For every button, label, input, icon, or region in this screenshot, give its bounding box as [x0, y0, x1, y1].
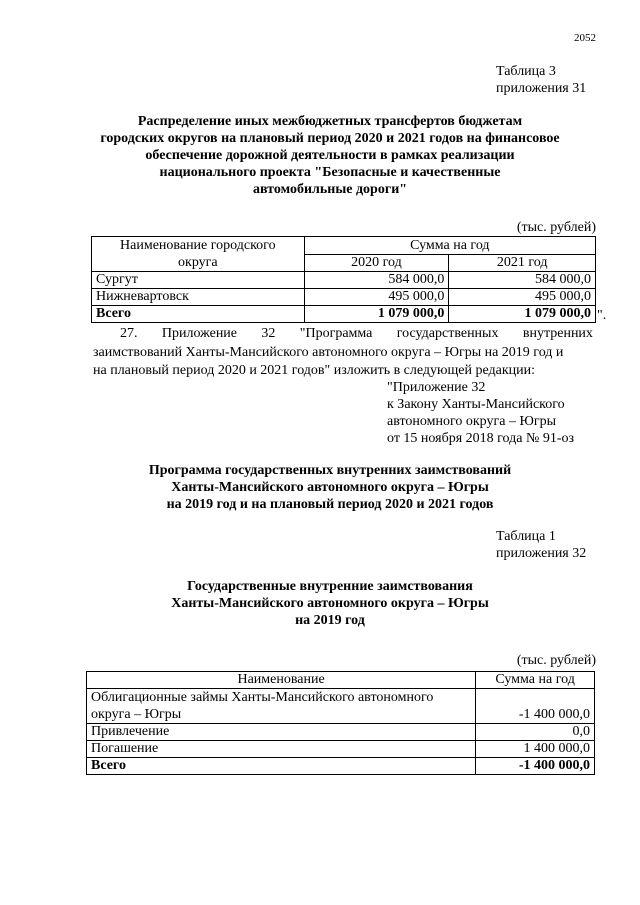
table1-units: (тыс. рублей)	[516, 653, 596, 668]
paragraph-word: государственных	[396, 326, 499, 341]
table1-label-line1: Таблица 1	[496, 529, 556, 544]
table1	[86, 671, 595, 775]
paragraph-line3: на плановый период 2020 и 2021 годов" изложить в следующей редакции:	[93, 363, 536, 378]
paragraph-word: 32	[261, 326, 276, 341]
table-row	[92, 272, 596, 289]
table1-total-value: -1 400 000,0	[476, 758, 595, 775]
table3-closing-quote: ".	[597, 308, 607, 323]
table3-title-line1: Распределение иных межбюджетных трансфертов бюджетам	[137, 114, 523, 129]
paragraph-number: 27.	[120, 326, 138, 341]
table3-header-sum: Сумма на год	[304, 237, 595, 255]
table1-label	[496, 528, 616, 562]
table3-units: (тыс. рублей)	[516, 220, 596, 235]
table3-header-2021: 2021 год	[449, 254, 596, 272]
table1-bond-name-line1: Облигационные займы Ханты-Мансийского автономного	[91, 690, 434, 705]
table3-title-line3: обеспечение дорожной деятельности в рамках реализации	[145, 148, 515, 163]
table1-header-name: Наименование	[87, 672, 476, 689]
table3	[91, 236, 596, 323]
table3-header-name-line1: Наименование городского	[120, 238, 276, 253]
table1-row-value: 1 400 000,0	[476, 741, 595, 758]
table3-title-line4: национального проекта "Безопасные и качественные	[159, 165, 501, 180]
table-row	[92, 289, 596, 306]
table3-label-line2: приложения 31	[496, 81, 587, 96]
table1-header-sum: Сумма на год	[476, 672, 595, 689]
table1-title-line1: Государственные внутренние заимствования	[187, 579, 473, 594]
table1-bond-value: -1 400 000,0	[476, 689, 595, 724]
table3-header-2020: 2020 год	[304, 254, 449, 272]
table3-total-2021: 1 079 000,0	[449, 306, 596, 323]
table3-total-row	[92, 306, 596, 323]
table1-row-name: Привлечение	[87, 724, 476, 741]
table3-row-2020: 495 000,0	[304, 289, 449, 306]
table3-row-2021: 584 000,0	[449, 272, 596, 289]
appendix-line3: автономного округа – Югры	[387, 414, 556, 429]
table3-row-name: Нижневартовск	[92, 289, 305, 306]
table-row	[87, 724, 595, 741]
program-title-line2: Ханты-Мансийского автономного округа – Югры	[171, 480, 489, 495]
table1-bond-name-line2: округа – Югры	[91, 707, 182, 722]
table-row	[87, 741, 595, 758]
table-row	[87, 689, 595, 724]
table3-title-line2: городских округов на плановый период 2020 и 2021 годов на финансовое	[100, 131, 560, 146]
table3-label-line1: Таблица 3	[496, 64, 556, 79]
table3-header-name-line2: округа	[178, 255, 218, 270]
paragraph-line2: заимствований Ханты-Мансийского автономного округа – Югры на 2019 год и	[93, 345, 564, 360]
program-title-line1: Программа государственных внутренних заимствований	[148, 463, 512, 478]
table3-title-line5: автомобильные дороги"	[252, 182, 408, 197]
paragraph-line1	[93, 325, 593, 342]
appendix-line1: "Приложение 32	[387, 380, 486, 395]
table3-header-name	[92, 237, 305, 272]
table3-title	[70, 113, 590, 198]
appendix-reference	[387, 379, 617, 447]
table1-title-line2: Ханты-Мансийского автономного округа – Югры	[171, 596, 489, 611]
table3-row-name: Сургут	[92, 272, 305, 289]
paragraph-word: внутренних	[522, 326, 593, 341]
appendix-line4: от 15 ноября 2018 года № 91-оз	[387, 431, 575, 446]
table1-row-name: Погашение	[87, 741, 476, 758]
table3-total-2020: 1 079 000,0	[304, 306, 449, 323]
program-title	[70, 462, 590, 513]
program-title-line3: на 2019 год и на плановый период 2020 и 2021 годов	[166, 497, 494, 512]
table3-label	[496, 63, 616, 97]
paragraph-word: "Программа	[299, 326, 373, 341]
table1-row-value: 0,0	[476, 724, 595, 741]
appendix-line2: к Закону Ханты-Мансийского	[387, 397, 565, 412]
table1-label-line2: приложения 32	[496, 546, 587, 561]
table3-row-2021: 495 000,0	[449, 289, 596, 306]
table1-total-row	[87, 758, 595, 775]
table3-total-name: Всего	[92, 306, 305, 323]
table1-title	[70, 578, 590, 629]
paragraph-word: Приложение	[161, 326, 238, 341]
page-number: 2052	[574, 32, 596, 44]
table1-title-line3: на 2019 год	[295, 613, 365, 628]
table1-bond-name	[87, 689, 476, 724]
table3-row-2020: 584 000,0	[304, 272, 449, 289]
table1-total-name: Всего	[87, 758, 476, 775]
